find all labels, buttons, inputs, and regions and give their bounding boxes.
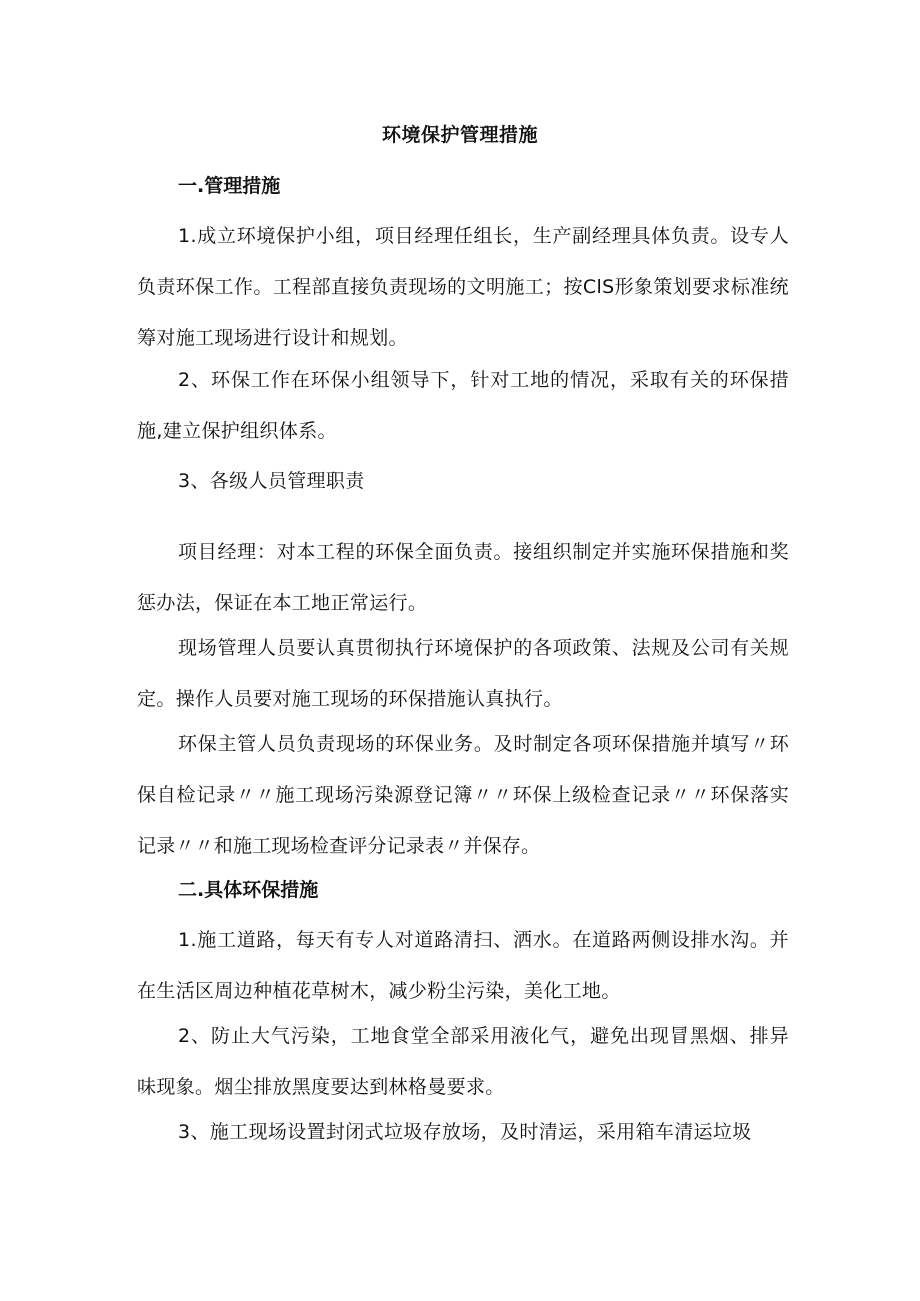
paragraph-environment-work: 2、环保工作在环保小组领导下，针对工地的情况，采取有关的环保措施,建立保护组织体系。 bbox=[137, 369, 789, 442]
paragraph-garbage-storage: 3、施工现场设置封闭式垃圾存放场，及时清运，采用箱车清运垃圾 bbox=[178, 1121, 752, 1143]
section-heading-management: 一.管理措施 bbox=[178, 175, 281, 197]
paragraph-air-pollution: 2、防止大气污染，工地食堂全部采用液化气，避免出现冒黑烟、排异味现象。烟尘排放黑度要达到林格曼要求。 bbox=[137, 1025, 789, 1098]
section-heading-specific-measures: 二.具体环保措施 bbox=[178, 879, 319, 901]
paragraph-site-managers: 现场管理人员要认真贯彻执行环境保护的各项政策、法规及公司有关规定。操作人员要对施工现场的环保措施认真执行。 bbox=[137, 637, 789, 710]
paragraph-road-cleaning: 1.施工道路，每天有专人对道路清扫、洒水。在道路两侧设排水沟。并在生活区周边种植花草树木，减少粉尘污染，美化工地。 bbox=[137, 929, 789, 1002]
document-title: 环境保护管理措施 bbox=[381, 124, 538, 146]
paragraph-establish-team: 1.成立环境保护小组，项目经理任组长，生产副经理具体负责。设专人负责环保工作。工程部直接负责现场的文明施工；按ClS形象策划要求标准统筹对施工现场进行设计和规划。 bbox=[137, 225, 789, 349]
paragraph-supervisor-records: 环保主管人员负责现场的环保业务。及时制定各项环保措施并填写〃环保自检记录〃〃施工现场污染源登记簿〃〃环保上级检查记录〃〃环保落实记录〃〃和施工现场检查评分记录表〃并保存。 bbox=[137, 733, 789, 857]
paragraph-staff-duties: 3、各级人员管理职责 bbox=[178, 470, 365, 492]
paragraph-project-manager: 项目经理：对本工程的环保全面负责。接组织制定并实施环保措施和奖惩办法，保证在本工地正常运行。 bbox=[137, 541, 789, 614]
